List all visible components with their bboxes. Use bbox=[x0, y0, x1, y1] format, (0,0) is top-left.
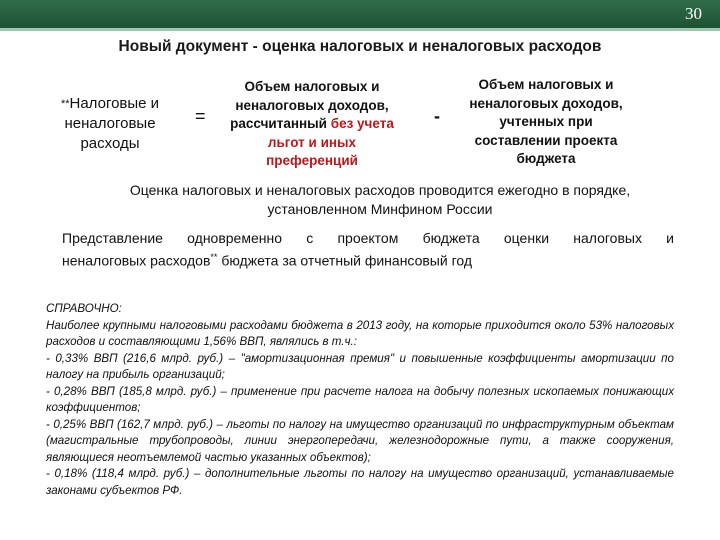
presentation-line1: Представление одновременно с проектом бюджета оценки налоговых и bbox=[62, 230, 674, 246]
left-term-line1: Налоговые и bbox=[69, 95, 160, 112]
mid-term-line3: рассчитанный bbox=[230, 116, 331, 131]
reference-item: - 0,33% ВВП (216,6 млрд. руб.) – "амортизационная премия" и повышенные коэффициенты амортизации по налогу на прибыль организаций; bbox=[46, 351, 674, 381]
mid-term-highlight-3: преференций bbox=[266, 153, 358, 168]
right-term-line4: составлении проекта bbox=[474, 132, 618, 148]
footnote-marker: ** bbox=[60, 98, 70, 110]
reference-heading: СПРАВОЧНО: bbox=[46, 302, 122, 315]
assessment-statement bbox=[100, 181, 660, 219]
assessment-line2: установленном Минфином России bbox=[267, 201, 493, 217]
minus-sign: - bbox=[434, 106, 440, 126]
left-term-line2: неналоговые bbox=[64, 115, 156, 132]
mid-term-highlight-1: без учета bbox=[330, 116, 394, 131]
presentation-line2-end: бюджета за отчетный финансовый год bbox=[217, 252, 473, 269]
right-term-line5: бюджета bbox=[516, 151, 576, 166]
reference-item: - 0,28% ВВП (185,8 млрд. руб.) – применение при расчете налога на добычу полезных ископаемых понижающих коэффициентов; bbox=[46, 384, 674, 414]
footnote-marker-2: ** bbox=[210, 252, 218, 262]
presentation-statement bbox=[62, 229, 674, 271]
reference-item: - 0,25% ВВП (162,7 млрд. руб.) – льготы по налогу на имущество организаций по инфраструктурным объектам (магистральные трубопроводы, линии энергопередачи, железнодорожные пути, а также сооружения, являющиеся неотъемлемой частью указанных объектов); bbox=[46, 417, 674, 464]
reference-note bbox=[46, 301, 674, 499]
header-divider bbox=[0, 28, 720, 31]
right-term-line2: неналоговых доходов, bbox=[469, 95, 623, 111]
left-term-line3: расходы bbox=[80, 135, 140, 152]
formula-right-term bbox=[452, 76, 640, 169]
equals-sign: = bbox=[195, 106, 206, 126]
mid-term-line1: Объем налоговых и bbox=[244, 79, 380, 94]
assessment-line1: Оценка налоговых и неналоговых расходов проводится ежегодно в порядке, bbox=[129, 182, 631, 198]
header-bar bbox=[0, 0, 720, 28]
right-term-line1: Объем налоговых и bbox=[478, 77, 614, 92]
mid-term-highlight-2: льгот и иных bbox=[267, 134, 357, 150]
formula-left-term bbox=[40, 94, 180, 154]
presentation-line2: неналоговых расходов bbox=[62, 252, 211, 269]
mid-term-line2: неналоговых доходов, bbox=[235, 97, 389, 113]
reference-item: - 0,18% (118,4 млрд. руб.) – дополнительные льготы по налогу на имущество организаций, устанавливаемые законами субъектов РФ. bbox=[46, 467, 674, 497]
slide-title: Новый документ - оценка налоговых и неналоговых расходов bbox=[118, 38, 602, 55]
right-term-line3: учтенных при bbox=[499, 114, 593, 129]
reference-paragraph: Наиболее крупными налоговыми расходами бюджета в 2013 году, на которые приходится около 53% налоговых расходов и составляющими 1,56% ВВП, являлись в т.ч.: bbox=[46, 318, 674, 348]
formula-middle-term bbox=[222, 78, 402, 171]
page-number: 30 bbox=[685, 4, 702, 23]
